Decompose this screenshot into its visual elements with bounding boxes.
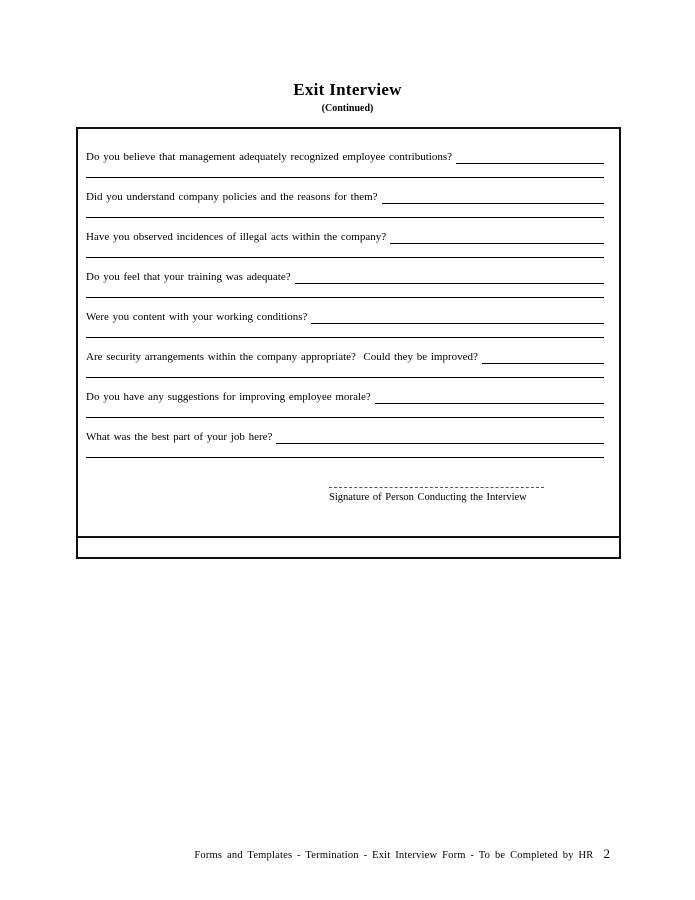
question-row	[86, 151, 604, 164]
question-block	[86, 271, 604, 298]
answer-line	[86, 217, 604, 218]
answer-line	[86, 457, 604, 458]
signature-label: Signature of Person Conducting the Interview	[329, 492, 527, 503]
question-label: Are security arrangements within the company appropriate? Could they be improved?	[86, 351, 478, 363]
question-row	[86, 391, 604, 404]
question-row	[86, 231, 604, 244]
question-block	[86, 191, 604, 218]
inline-answer-line	[390, 242, 604, 244]
answer-line	[86, 177, 604, 178]
page-number: 2	[603, 846, 610, 861]
question-label: Have you observed incidences of illegal acts within the company?	[86, 231, 387, 243]
question-label: Do you feel that your training was adequate?	[86, 271, 291, 283]
page-subtitle: (Continued)	[321, 103, 374, 114]
page-title: Exit Interview	[293, 80, 402, 99]
inline-answer-line	[382, 202, 604, 204]
answer-line	[86, 337, 604, 338]
signature-area	[329, 486, 544, 504]
question-row	[86, 271, 604, 284]
inline-answer-line	[482, 362, 604, 364]
form-box	[76, 127, 621, 559]
question-row	[86, 311, 604, 324]
inline-answer-line	[456, 162, 604, 164]
question-block	[86, 351, 604, 378]
question-block	[86, 311, 604, 338]
answer-line	[86, 297, 604, 298]
question-label: What was the best part of your job here?	[86, 431, 273, 443]
answer-line	[86, 257, 604, 258]
question-row	[86, 431, 604, 444]
question-block	[86, 151, 604, 178]
question-row	[86, 191, 604, 204]
answer-line	[86, 417, 604, 418]
question-label: Were you content with your working conditions?	[86, 311, 308, 323]
signature-line	[329, 486, 544, 488]
document-header	[0, 80, 695, 114]
question-label: Do you believe that management adequately recognized employee contributions?	[86, 151, 452, 163]
question-row	[86, 351, 604, 364]
questions-container	[78, 129, 619, 536]
form-box-bottom-strip	[78, 536, 619, 557]
inline-answer-line	[375, 402, 604, 404]
question-label: Do you have any suggestions for improving employee morale?	[86, 391, 371, 403]
inline-answer-line	[311, 322, 604, 324]
inline-answer-line	[276, 442, 604, 444]
inline-answer-line	[295, 282, 604, 284]
footer-text: Forms and Templates - Termination - Exit Interview Form - To be Completed by HR	[194, 850, 594, 861]
question-block	[86, 391, 604, 418]
document-footer	[0, 846, 610, 862]
answer-line	[86, 377, 604, 378]
question-block	[86, 431, 604, 458]
question-block	[86, 231, 604, 258]
question-label: Did you understand company policies and the reasons for them?	[86, 191, 378, 203]
